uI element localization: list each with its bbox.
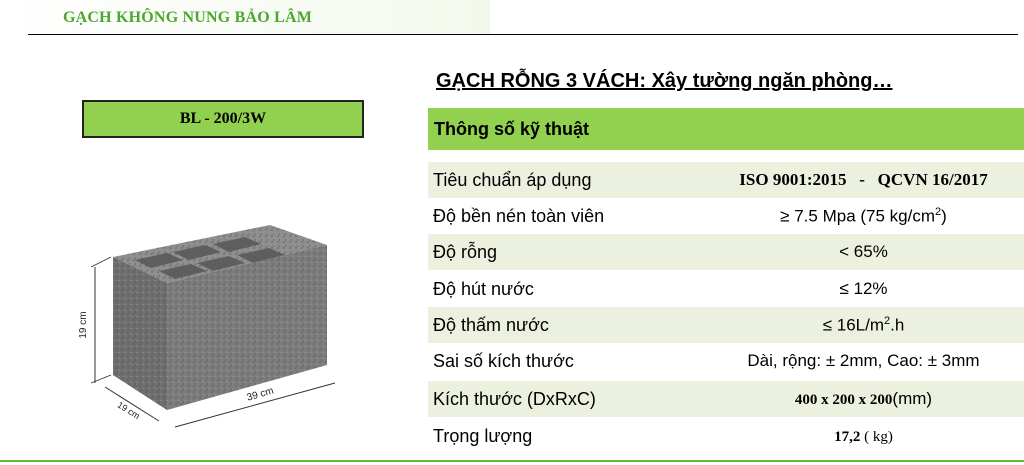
height-dimension-label: 19 cm (78, 311, 89, 339)
spec-label: Sai số kích thước (433, 350, 574, 371)
spec-label: Độ thấm nước (433, 314, 549, 335)
spec-row-porosity (428, 234, 1024, 270)
brand-title: GẠCH KHÔNG NUNG BẢO LÂM (63, 9, 313, 26)
width-dimension-label: 19 cm (115, 399, 142, 422)
spec-row-weight (428, 418, 1024, 454)
product-title: GẠCH RỖNG 3 VÁCH: Xây tường ngăn phòng… (436, 70, 893, 92)
spec-row-water-absorption (428, 271, 1024, 307)
spec-row-compressive-strength (428, 198, 1024, 234)
spec-row-standard (428, 162, 1024, 198)
spec-label: Tiêu chuẩn áp dụng (433, 169, 592, 190)
spec-label: Độ hút nước (433, 278, 534, 299)
spec-label: Độ bền nén toàn viên (433, 205, 605, 226)
bottom-divider (0, 460, 1024, 462)
spec-label: Trọng lượng (433, 425, 533, 446)
spec-value: ≤ 12% (839, 279, 888, 298)
spec-table-title: Thông số kỹ thuật (434, 118, 589, 139)
spec-value: 400 x 200 x 200(mm) (794, 389, 933, 408)
spec-row-water-permeability (428, 307, 1024, 343)
spec-value: < 65% (839, 242, 888, 261)
spec-table-header (428, 108, 1024, 150)
model-code-box: BL - 200/3W (82, 100, 364, 138)
spec-label: Kích thước (DxRxC) (433, 388, 596, 409)
top-divider (28, 34, 1018, 35)
length-dimension-label: 39 cm (245, 385, 275, 404)
spec-label: Độ rỗng (433, 241, 498, 262)
spec-value: ≤ $16L/m^2.h$ (822, 314, 905, 335)
spec-value: ≥ 7.5 Mpa (75 $kg/cm^2$) (780, 205, 947, 226)
spec-value: 17,2 ( kg) (834, 429, 893, 445)
spec-value: ISO 9001:2015 - QCVN 16/2017 (739, 170, 988, 189)
brick-image (55, 205, 425, 435)
spec-row-dimension-tolerance (428, 343, 1024, 379)
spec-row-size (428, 381, 1024, 417)
spec-value: Dài, rộng: ± 2mm, Cao: ± 3mm (747, 351, 980, 370)
